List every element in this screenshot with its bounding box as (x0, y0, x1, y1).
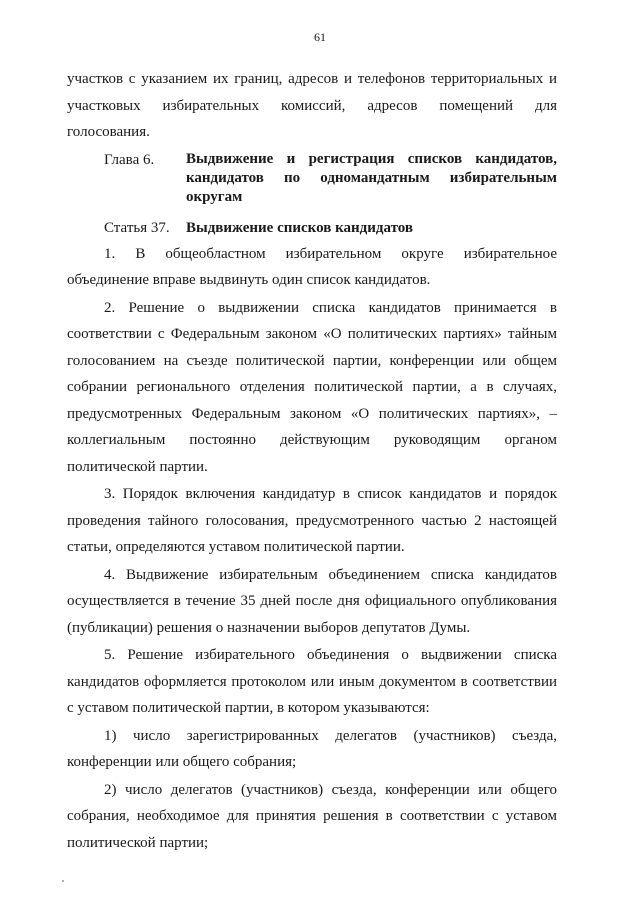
paragraph-4: 4. Выдвижение избирательным объединением списка кандидатов осуществляется в течение 35 дней после дня официального опубликования (публикации) решения о назначении выборов депутатов Думы. (67, 566, 557, 636)
article-title: Выдвижение списков кандидатов (186, 219, 413, 236)
document-body (67, 66, 557, 856)
article-label: Статья 37. (104, 219, 170, 236)
intro-line-3: голосования. (67, 124, 150, 140)
chapter-title: Выдвижение и регистрация списков кандидатов, кандидатов по одномандатным избирательным округам (186, 150, 557, 205)
scan-speck (62, 880, 64, 882)
chapter-heading (67, 150, 557, 207)
page-number: 61 (314, 30, 326, 44)
paragraph-2: 2. Решение о выдвижении списка кандидатов принимается в соответствии с Федеральным законом «О политических партиях» тайным голосованием на съезде политической партии, конференции или общем собрании регионального отделения политической партии, а в случаях, предусмотренных Федеральным законом «О политических партиях», – коллегиальным постоянно действующим руководящим органом политической партии. (67, 299, 557, 475)
paragraph-3: 3. Порядок включения кандидатур в список кандидатов и порядок проведения тайного голосования, предусмотренного частью 2 настоящей статьи, определяются уставом политической партии. (67, 486, 557, 555)
intro-line-1: участков с указанием их границ, адресов и телефонов территориальных и (67, 71, 557, 87)
list-item-2: 2) число делегатов (участников) съезда, конференции или общего собрания, необходимое для принятия решения в соответствии с уставом политической партии; (67, 781, 557, 851)
article-heading (67, 215, 557, 241)
chapter-label: Глава 6. (104, 151, 155, 168)
paragraph-1: 1. В общеобластном избирательном округе избирательное объединение вправе выдвинуть один список кандидатов. (67, 245, 557, 288)
intro-line-2: участковых избирательных комиссий, адресов помещений для (67, 97, 557, 114)
list-item-1: 1) число зарегистрированных делегатов (участников) съезда, конференции или общего собрания; (67, 727, 557, 770)
paragraph-5: 5. Решение избирательного объединения о выдвижении списка кандидатов оформляется протоколом или иным документом в соответствии с уставом политической партии, в котором указываются: (67, 647, 557, 716)
